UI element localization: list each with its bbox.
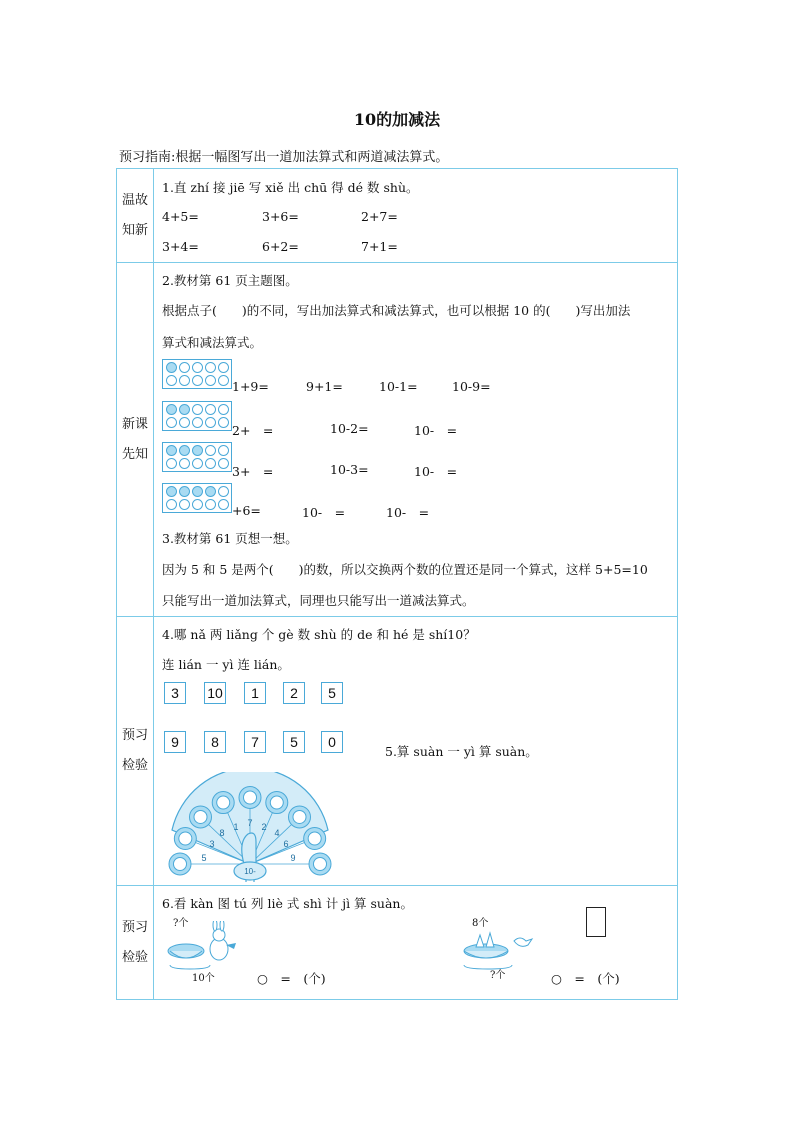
counter-dot [192,375,203,386]
section-label-new-lesson: 新课先知 [117,263,154,617]
counter-dot [205,486,216,497]
feather-eye-center [270,796,283,809]
section-label-review: 温故知新 [117,169,154,263]
equation: 3+ = [232,464,274,479]
equation: 10-9= [452,379,491,394]
counter-dot [166,458,177,469]
q3-heading: 3.教材第 61 页想一想。 [162,531,298,546]
counter-dot [218,375,229,386]
equation: 1+9= [232,379,269,394]
counter-dot [192,458,203,469]
ten-frame [162,483,232,513]
counter-dot [179,417,190,428]
counter-dot [179,486,190,497]
number-card[interactable]: 5 [283,731,305,753]
right-count: 8个 [472,918,489,929]
peacock-number: 9 [290,853,296,863]
feather-eye-center [179,832,192,845]
q1-item: 3+4= [162,239,199,254]
left-total: 10个 [192,973,215,984]
feather-eye-center [174,858,187,871]
number-card[interactable]: 9 [164,731,186,753]
peacock-number: 7 [247,818,253,828]
counter-dot [166,486,177,497]
number-card[interactable]: 7 [244,731,266,753]
section-label-check: 预习检验 [117,617,154,886]
feather-eye-center [314,858,327,871]
counter-dot [218,458,229,469]
equation: 9+1= [306,379,343,394]
counter-dot [205,362,216,373]
q1-item: 3+6= [262,209,299,224]
new-lesson-section [154,263,678,617]
picture-section [154,886,678,1000]
number-card[interactable]: 8 [204,731,226,753]
feather-eye-center [194,810,207,823]
counter-dot [179,375,190,386]
counter-dot [205,499,216,510]
equation: 10- = [414,464,458,479]
counter-dot [179,458,190,469]
peacock-body-label: 10- [244,867,256,876]
section-label-check-2: 预习检验 [117,886,154,1000]
study-guide: 预习指南:根据一幅图写出一道加法算式和两道减法算式。 [119,150,449,165]
worksheet-table [116,168,678,1000]
q1-item: 6+2= [262,239,299,254]
peacock-number: 8 [219,828,225,838]
counter-dot [166,445,177,456]
q3-text: 只能写出一道加法算式，同理也只能写出一道减法算式。 [162,593,475,608]
counter-dot [192,417,203,428]
peacock-illustration [164,772,336,882]
counter-dot [166,404,177,415]
q3-text: 因为 5 和 5 是两个( )的数，所以交换两个数的位置还是同一个算式，这样 5+5=10 [162,562,648,577]
counter-dot [205,417,216,428]
counter-dot [166,417,177,428]
equation: 10-2= [330,421,369,436]
right-answer: ○ = (个) [551,971,620,986]
feather-eye-center [293,810,306,823]
counter-dot [192,404,203,415]
q2-heading: 2.教材第 61 页主题图。 [162,273,298,288]
q6-heading: 6.看 kàn 图 tú 列 liè 式 shì 计 jì 算 suàn。 [162,896,413,911]
peacock-number: 3 [209,839,215,849]
number-card[interactable]: 2 [283,682,305,704]
number-card[interactable]: 0 [321,731,343,753]
q2-text: 根据点子( )的不同，写出加法算式和减法算式，也可以根据 10 的( )写出加法 [162,303,631,318]
answer-box[interactable] [586,907,606,937]
counter-dot [192,486,203,497]
counter-dot [218,362,229,373]
feather-eye-center [308,832,321,845]
counter-dot [218,486,229,497]
peacock-number: 2 [261,822,267,832]
q1-heading: 1.直 zhí 接 jiē 写 xiě 出 chū 得 dé 数 shù。 [162,180,419,195]
counter-dot [218,499,229,510]
counter-dot [218,445,229,456]
q4-subheading: 连 lián 一 yì 连 lián。 [162,657,290,672]
q5-heading: 5.算 suàn 一 yì 算 suàn。 [385,744,538,759]
number-card[interactable]: 1 [244,682,266,704]
equation: 10- = [386,505,430,520]
counter-dot [218,404,229,415]
counter-dot [205,445,216,456]
equation: 10-3= [330,462,369,477]
peacock-number: 4 [274,828,280,838]
check-section [154,617,678,886]
peacock-number: 5 [201,853,207,863]
counter-dot [205,404,216,415]
number-card[interactable]: 3 [164,682,186,704]
ten-frame [162,359,232,389]
q1-item: 7+1= [361,239,398,254]
number-card[interactable]: 5 [321,682,343,704]
counter-dot [192,499,203,510]
left-question: ?个 [173,918,189,929]
counter-dot [179,499,190,510]
q2-text: 算式和减法算式。 [162,335,263,350]
counter-dot [166,499,177,510]
equation: +6= [232,503,261,518]
page-title: 10的加减法 [353,110,441,129]
counter-dot [179,445,190,456]
counter-dot [166,362,177,373]
bird-basket-illustration [458,921,538,971]
q1-item: 2+7= [361,209,398,224]
left-answer: ○ = (个) [257,971,326,986]
counter-dot [192,445,203,456]
feather-eye-center [244,791,257,804]
counter-dot [205,458,216,469]
q4-heading: 4.哪 nǎ 两 liǎng 个 gè 数 shù 的 de 和 hé 是 shí10？ [162,627,476,642]
peacock-number: 1 [233,822,239,832]
counter-dot [192,362,203,373]
feather-eye-center [217,796,230,809]
counter-dot [205,375,216,386]
counter-dot [218,417,229,428]
number-card[interactable]: 10 [204,682,226,704]
review-section [154,169,678,263]
counter-dot [179,404,190,415]
peacock-number: 6 [283,839,289,849]
counter-dot [166,375,177,386]
ten-frame [162,442,232,472]
equation: 10-1= [379,379,418,394]
q1-item: 4+5= [162,209,199,224]
equation: 10- = [302,505,346,520]
counter-dot [179,362,190,373]
equation: 10- = [414,423,458,438]
right-question: ?个 [490,970,506,981]
equation: 2+ = [232,423,274,438]
ten-frame [162,401,232,431]
